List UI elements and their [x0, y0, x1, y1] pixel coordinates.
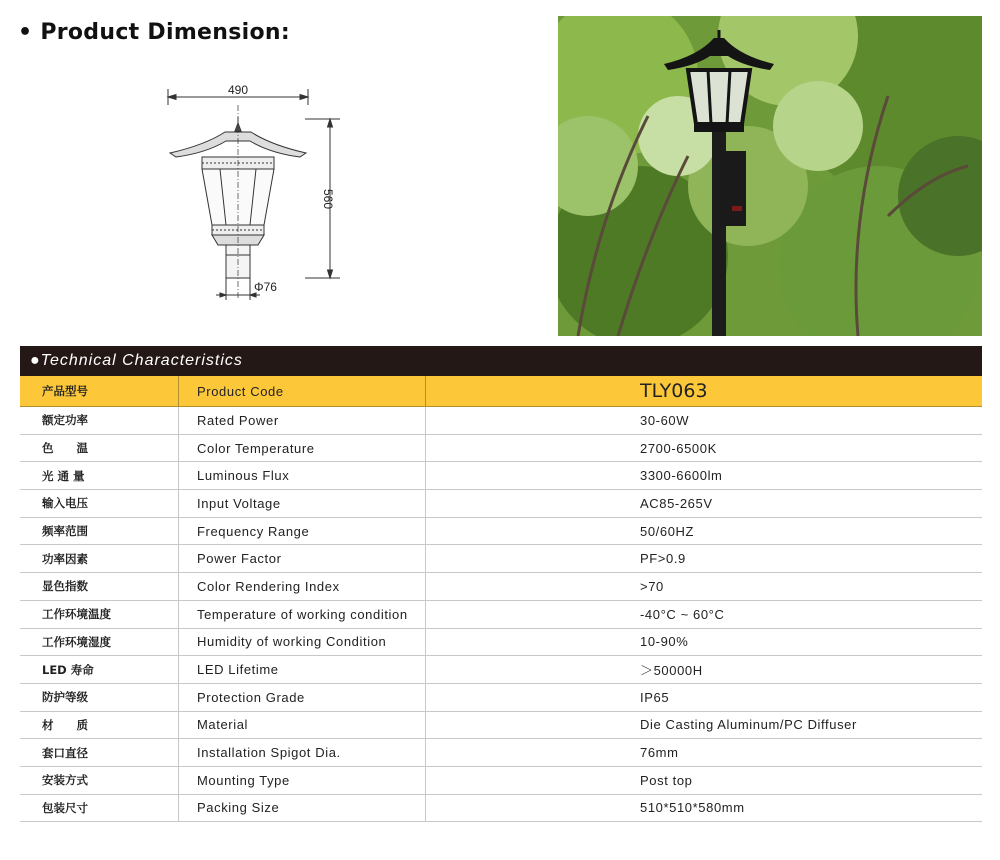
table-row	[20, 794, 982, 822]
cn-label: 频率范围	[20, 517, 179, 545]
table-row	[20, 407, 982, 435]
table-row	[20, 711, 982, 739]
dimension-drawing	[150, 75, 380, 315]
spec-value: 510*510*580mm	[426, 794, 983, 822]
product-code-value: TLY063	[426, 376, 983, 407]
spec-value: 76mm	[426, 739, 983, 767]
en-label: Product Code	[179, 376, 426, 407]
spec-value: 50/60HZ	[426, 517, 983, 545]
en-label: Humidity of working Condition	[179, 628, 426, 656]
cn-label: 色 温	[20, 434, 179, 462]
en-label: Packing Size	[179, 794, 426, 822]
en-label: Protection Grade	[179, 683, 426, 711]
diameter-label: Φ76	[254, 280, 277, 294]
cn-label: 额定功率	[20, 407, 179, 435]
en-label: Mounting Type	[179, 766, 426, 794]
table-row	[20, 517, 982, 545]
table-row	[20, 545, 982, 573]
height-label: 560	[321, 188, 335, 210]
table-row	[20, 462, 982, 490]
cn-label: 工作环境湿度	[20, 628, 179, 656]
cn-label: 包装尺寸	[20, 794, 179, 822]
spec-value: PF>0.9	[426, 545, 983, 573]
en-label: Frequency Range	[179, 517, 426, 545]
table-row	[20, 739, 982, 767]
table-row	[20, 683, 982, 711]
spec-value: 3300-6600lm	[426, 462, 983, 490]
spec-value: AC85-265V	[426, 490, 983, 518]
spec-value: 2700-6500K	[426, 434, 983, 462]
cn-label: 安装方式	[20, 766, 179, 794]
cn-label: LED 寿命	[20, 656, 179, 684]
cn-label: 功率因素	[20, 545, 179, 573]
spec-value: IP65	[426, 683, 983, 711]
en-label: LED Lifetime	[179, 656, 426, 684]
en-label: Installation Spigot Dia.	[179, 739, 426, 767]
cn-label: 产品型号	[20, 376, 179, 407]
spec-value: Post top	[426, 766, 983, 794]
cn-label: 材 质	[20, 711, 179, 739]
cn-label: 防护等级	[20, 683, 179, 711]
table-row	[20, 766, 982, 794]
spec-value: 30-60W	[426, 407, 983, 435]
technical-characteristics-header: ●Technical Characteristics	[20, 346, 982, 376]
table-row	[20, 628, 982, 656]
width-label: 490	[227, 83, 249, 97]
spec-value: >70	[426, 573, 983, 601]
spec-value: 10-90%	[426, 628, 983, 656]
spec-value: ＞50000H	[426, 656, 983, 684]
spec-table	[20, 376, 982, 822]
spec-value: Die Casting Aluminum/PC Diffuser	[426, 711, 983, 739]
product-code-row	[20, 376, 982, 407]
cn-label: 显色指数	[20, 573, 179, 601]
en-label: Temperature of working condition	[179, 600, 426, 628]
table-row	[20, 656, 982, 684]
en-label: Rated Power	[179, 407, 426, 435]
product-photo	[558, 16, 982, 336]
spec-value: -40°C ~ 60°C	[426, 600, 983, 628]
cn-label: 输入电压	[20, 490, 179, 518]
cn-label: 光 通 量	[20, 462, 179, 490]
cn-label: 工作环境温度	[20, 600, 179, 628]
cn-label: 套口直径	[20, 739, 179, 767]
en-label: Color Temperature	[179, 434, 426, 462]
table-row	[20, 434, 982, 462]
en-label: Color Rendering Index	[179, 573, 426, 601]
en-label: Material	[179, 711, 426, 739]
section-title: • Product Dimension:	[18, 20, 290, 45]
en-label: Power Factor	[179, 545, 426, 573]
table-row	[20, 573, 982, 601]
en-label: Input Voltage	[179, 490, 426, 518]
table-row	[20, 490, 982, 518]
en-label: Luminous Flux	[179, 462, 426, 490]
table-row	[20, 600, 982, 628]
